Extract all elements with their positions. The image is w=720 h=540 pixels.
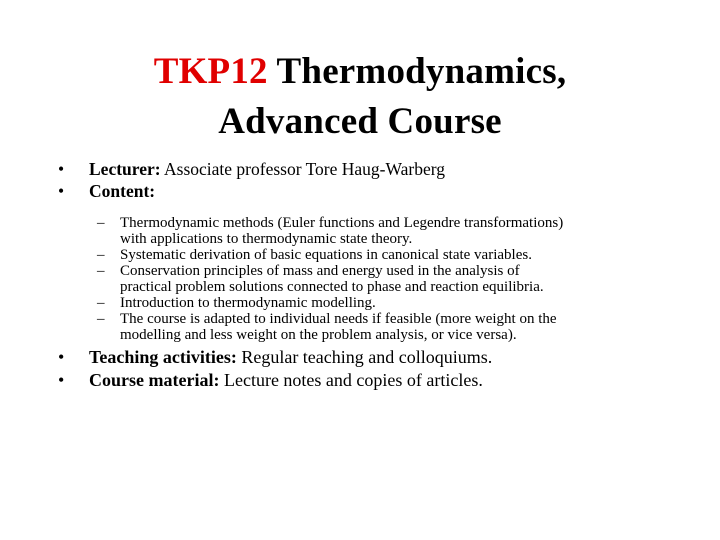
bullet-course-material: [58, 369, 698, 392]
content-item: [97, 311, 698, 343]
bullet-text: Associate professor Tore Haug-Warberg: [160, 159, 446, 179]
bullet-marker: •: [58, 347, 65, 367]
dash-marker: –: [97, 247, 105, 263]
slide-title: [60, 47, 660, 147]
bullet-marker: •: [58, 159, 65, 179]
content-item-line: with applications to thermodynamic state theory.: [120, 231, 413, 247]
title-line-2: Advanced Course: [218, 101, 502, 142]
dash-marker: –: [97, 263, 105, 279]
bullet-text: Regular teaching and colloquiums.: [236, 347, 493, 367]
bullet-label: Course material:: [89, 370, 220, 390]
content-item: [97, 215, 698, 247]
content-item-line: Introduction to thermodynamic modelling.: [120, 295, 376, 311]
dash-marker: –: [97, 215, 105, 231]
content-item-line: Thermodynamic methods (Euler functions and Legendre transformations): [120, 215, 564, 231]
bullet-label: Content:: [89, 181, 156, 201]
title-course-name: Thermodynamics,: [267, 51, 567, 92]
content-item-line: The course is adapted to individual needs if feasible (more weight on the: [120, 311, 557, 327]
content-item: [97, 247, 698, 263]
bullet-content: [58, 180, 698, 202]
title-line-1: [60, 47, 660, 97]
bullet-label: Lecturer:: [89, 159, 161, 179]
bullet-list: [58, 158, 698, 392]
bullet-marker: •: [58, 370, 65, 390]
content-item: [97, 295, 698, 311]
bullet-teaching-activities: [58, 346, 698, 369]
content-sublist: [97, 215, 698, 343]
dash-marker: –: [97, 295, 105, 311]
content-item-line: Conservation principles of mass and energy used in the analysis of: [120, 263, 520, 279]
content-item-line: practical problem solutions connected to phase and reaction equilibria.: [120, 279, 544, 295]
bullet-text: Lecture notes and copies of articles.: [219, 370, 483, 390]
course-code: TKP12: [153, 51, 268, 92]
content-item-line: Systematic derivation of basic equations in canonical state variables.: [120, 247, 532, 263]
content-item: [97, 263, 698, 295]
dash-marker: –: [97, 311, 105, 327]
bullet-label: Teaching activities:: [89, 347, 237, 367]
bullet-lecturer: [58, 158, 698, 180]
content-item-line: modelling and less weight on the problem analysis, or vice versa).: [120, 327, 517, 343]
bullet-marker: •: [58, 181, 65, 201]
